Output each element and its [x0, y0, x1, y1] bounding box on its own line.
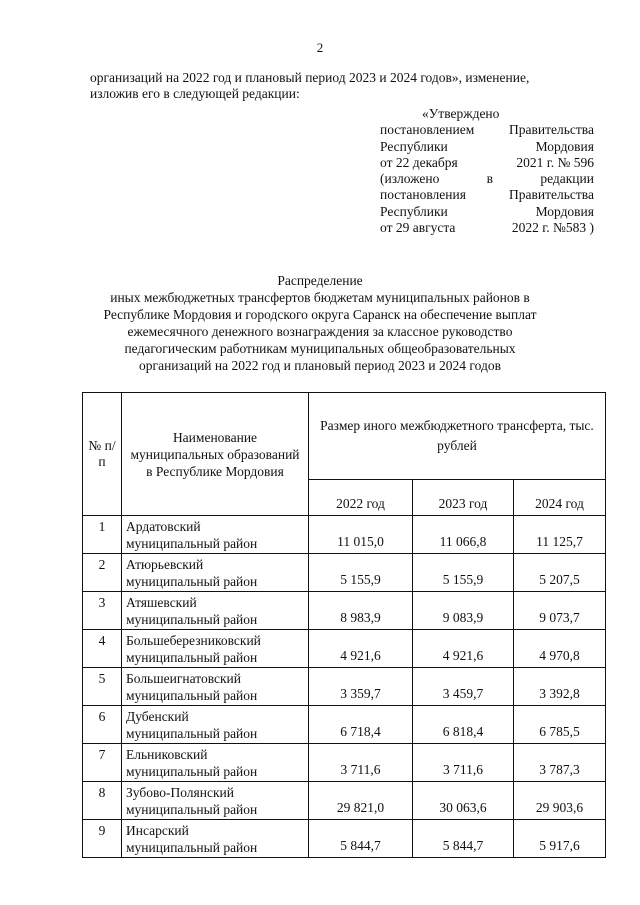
header-year-2022: 2022 год	[309, 480, 413, 516]
municipality-name	[122, 820, 309, 858]
row-number: 8	[83, 782, 122, 820]
value-2022: 6 718,4	[309, 706, 413, 744]
table-row	[83, 668, 606, 706]
municipality-name-line2: муниципальный район	[126, 612, 258, 627]
value-2024: 29 903,6	[514, 782, 606, 820]
municipality-name	[122, 630, 309, 668]
municipality-name	[122, 516, 309, 554]
approval-line: постановления	[380, 187, 466, 203]
approval-line: Правительства	[509, 122, 594, 138]
municipality-name-line2: муниципальный район	[126, 650, 258, 665]
approval-line: 2022 г. №583 )	[511, 220, 594, 236]
value-2024: 9 073,7	[514, 592, 606, 630]
value-2023: 11 066,8	[413, 516, 514, 554]
value-2024: 6 785,5	[514, 706, 606, 744]
row-number: 5	[83, 668, 122, 706]
municipality-name-line1: Атяшевский	[126, 595, 197, 610]
title-line: Распределение	[277, 273, 363, 288]
approval-line: редакции	[540, 171, 594, 187]
row-number: 2	[83, 554, 122, 592]
value-2023: 9 083,9	[413, 592, 514, 630]
municipality-name	[122, 592, 309, 630]
value-2022: 5 844,7	[309, 820, 413, 858]
approval-line: 2021 г. № 596	[516, 154, 594, 170]
table-row	[83, 554, 606, 592]
title-line: педагогическим работникам муниципальных общеобразовательных	[124, 341, 516, 356]
value-2023: 5 155,9	[413, 554, 514, 592]
municipality-name-line2: муниципальный район	[126, 574, 258, 589]
value-2023: 30 063,6	[413, 782, 514, 820]
table-row	[83, 782, 606, 820]
approval-line: «Утверждено	[422, 106, 500, 121]
transfers-table	[82, 392, 606, 858]
approval-line: Правительства	[509, 187, 594, 203]
municipality-name-line1: Инсарский	[126, 823, 189, 838]
approval-line: в	[486, 171, 494, 187]
municipality-name	[122, 782, 309, 820]
approval-line: Мордовия	[535, 203, 594, 219]
approval-stamp-block	[380, 106, 594, 236]
municipality-name-line1: Большеберезниковский	[126, 633, 261, 648]
municipality-name-line1: Атюрьевский	[126, 557, 204, 572]
row-number: 4	[83, 630, 122, 668]
header-number: № п/п	[83, 393, 122, 516]
value-2024: 5 917,6	[514, 820, 606, 858]
title-line: иных межбюджетных трансфертов бюджетам муниципальных районов в	[110, 290, 530, 305]
municipality-name-line2: муниципальный район	[126, 688, 258, 703]
municipality-name-line2: муниципальный район	[126, 536, 258, 551]
title-line: Республике Мордовия и городского округа Саранск на обеспечение выплат	[103, 307, 537, 322]
value-2023: 6 818,4	[413, 706, 514, 744]
intro-line-2: изложив его в следующей редакции:	[90, 86, 300, 101]
table-row	[83, 592, 606, 630]
approval-line: Республики	[380, 203, 448, 219]
municipality-name	[122, 554, 309, 592]
table-row	[83, 706, 606, 744]
value-2022: 5 155,9	[309, 554, 413, 592]
table-body	[83, 516, 606, 858]
municipality-name-line2: муниципальный район	[126, 726, 258, 741]
approval-line: (изложено	[380, 171, 440, 187]
value-2023: 5 844,7	[413, 820, 514, 858]
value-2022: 3 359,7	[309, 668, 413, 706]
approval-line: от 22 декабря	[380, 154, 458, 170]
value-2024: 5 207,5	[514, 554, 606, 592]
row-number: 9	[83, 820, 122, 858]
value-2023: 4 921,6	[413, 630, 514, 668]
municipality-name-line1: Ельниковский	[126, 747, 208, 762]
approval-line: от 29 августа	[380, 220, 456, 236]
municipality-name	[122, 668, 309, 706]
municipality-name-line2: муниципальный район	[126, 764, 258, 779]
municipality-name-line1: Большеигнатовский	[126, 671, 242, 686]
approval-line: постановлением	[380, 122, 475, 138]
row-number: 7	[83, 744, 122, 782]
value-2022: 8 983,9	[309, 592, 413, 630]
table-row	[83, 820, 606, 858]
value-2023: 3 459,7	[413, 668, 514, 706]
value-2022: 4 921,6	[309, 630, 413, 668]
approval-line: Республики	[380, 138, 448, 154]
row-number: 6	[83, 706, 122, 744]
value-2024: 4 970,8	[514, 630, 606, 668]
municipality-name-line2: муниципальный район	[126, 802, 258, 817]
municipality-name	[122, 744, 309, 782]
municipality-name	[122, 706, 309, 744]
value-2023: 3 711,6	[413, 744, 514, 782]
table-row	[83, 744, 606, 782]
table-row	[83, 516, 606, 554]
title-line: ежемесячного денежного вознаграждения за классное руководство	[127, 324, 513, 339]
value-2022: 11 015,0	[309, 516, 413, 554]
header-amount: Размер иного межбюджетного трансферта, тыс. рублей	[309, 393, 606, 480]
table-row	[83, 630, 606, 668]
header-name: Наименование муниципальных образований в Республике Мордовия	[122, 393, 309, 516]
header-year-2024: 2024 год	[514, 480, 606, 516]
value-2022: 3 711,6	[309, 744, 413, 782]
document-title	[80, 272, 560, 374]
value-2024: 3 392,8	[514, 668, 606, 706]
page-number: 2	[316, 40, 324, 55]
value-2024: 11 125,7	[514, 516, 606, 554]
title-line: организаций на 2022 год и плановый период 2023 и 2024 годов	[139, 358, 501, 373]
municipality-name-line1: Дубенский	[126, 709, 189, 724]
row-number: 1	[83, 516, 122, 554]
row-number: 3	[83, 592, 122, 630]
municipality-name-line1: Ардатовский	[126, 519, 201, 534]
value-2022: 29 821,0	[309, 782, 413, 820]
approval-line: Мордовия	[535, 138, 594, 154]
intro-line-1: организаций на 2022 год и плановый период 2023 и 2024 годов», изменение,	[90, 70, 530, 85]
municipality-name-line1: Зубово-Полянский	[126, 785, 234, 800]
municipality-name-line2: муниципальный район	[126, 840, 258, 855]
header-year-2023: 2023 год	[413, 480, 514, 516]
value-2024: 3 787,3	[514, 744, 606, 782]
